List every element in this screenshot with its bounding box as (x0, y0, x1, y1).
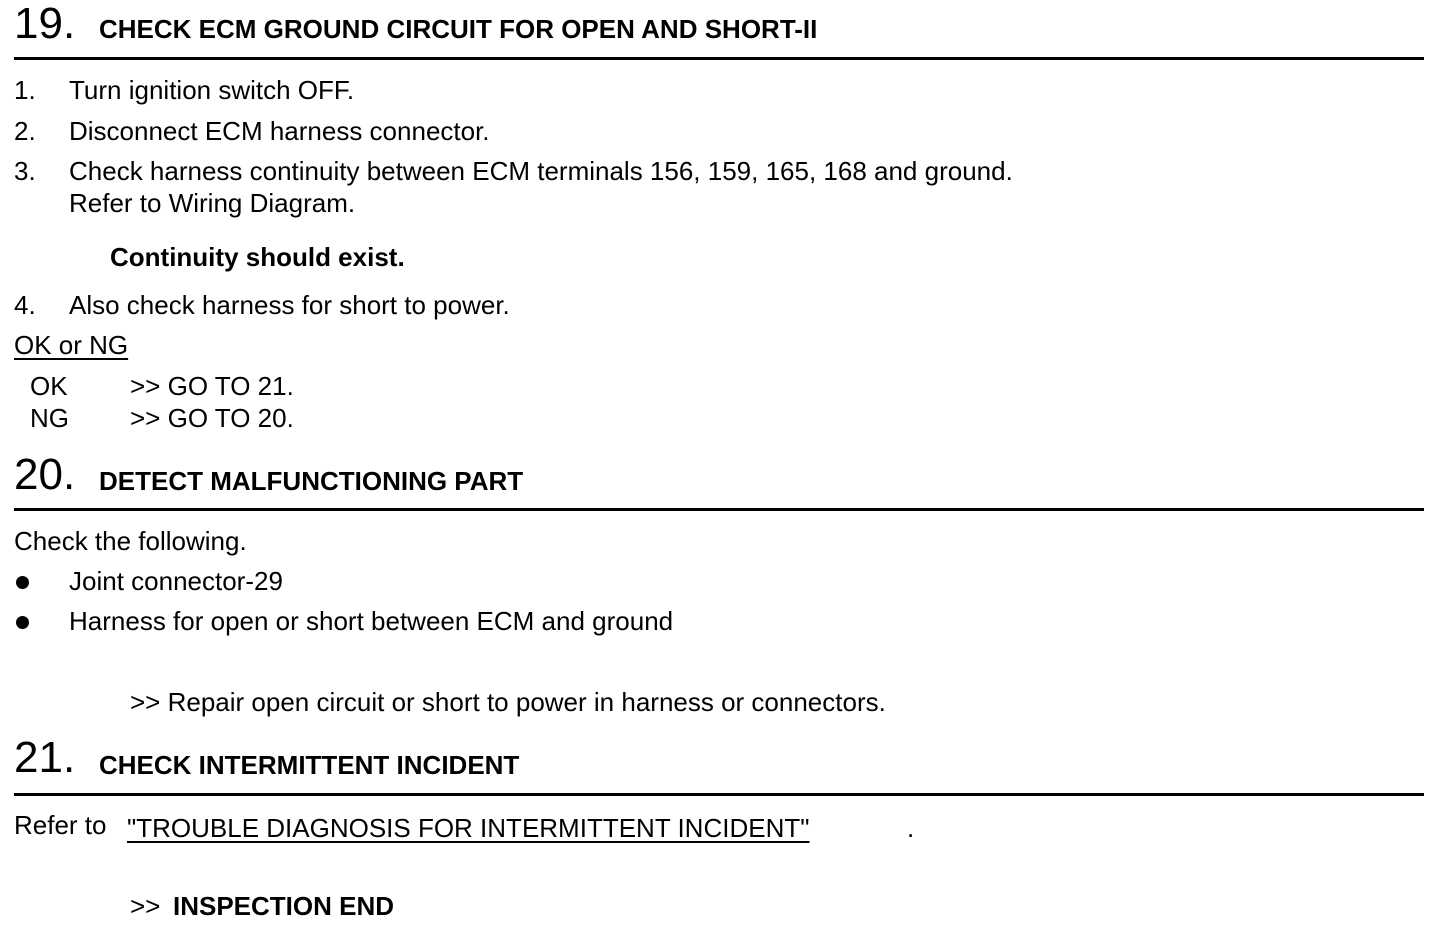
spec-statement: Continuity should exist. (110, 242, 405, 272)
section-19-divider (14, 57, 1424, 60)
result-key: OK (30, 371, 68, 401)
ok-ng-label: OK or NG (14, 330, 129, 360)
result-action-link[interactable]: >> GO TO 21. (130, 371, 294, 401)
inspection-end-label: INSPECTION END (173, 891, 395, 921)
bullet-item: Harness for open or short between ECM and ground (69, 606, 674, 636)
step-text: Turn ignition switch OFF. (69, 75, 355, 105)
bullet-icon (16, 616, 29, 629)
section-21-number: 21. (14, 733, 76, 782)
refer-suffix: . (907, 813, 915, 843)
step-number: 2. (14, 116, 36, 146)
trouble-diagnosis-link[interactable]: "TROUBLE DIAGNOSIS FOR INTERMITTENT INCIDENT" (127, 813, 810, 843)
section-intro: Check the following. (14, 526, 247, 556)
section-21-title: CHECK INTERMITTENT INCIDENT (99, 750, 520, 780)
refer-prefix: Refer to (14, 810, 107, 840)
section-20-number: 20. (14, 450, 76, 499)
bullet-icon (16, 576, 29, 589)
step-text: Also check harness for short to power. (69, 290, 510, 320)
step-number: 3. (14, 156, 36, 186)
section-19-number: 19. (14, 0, 76, 48)
step-text: Check harness continuity between ECM terminals 156, 159, 165, 168 and ground. (69, 156, 1013, 186)
repair-action: >> Repair open circuit or short to power in harness or connectors. (130, 687, 886, 717)
step-text-continued: Refer to Wiring Diagram. (69, 188, 356, 218)
section-20-divider (14, 508, 1424, 511)
end-arrow: >> (130, 891, 161, 921)
result-key: NG (30, 403, 69, 433)
result-action-link[interactable]: >> GO TO 20. (130, 403, 294, 433)
step-number: 1. (14, 75, 36, 105)
bullet-item: Joint connector-29 (69, 566, 283, 596)
section-20-title: DETECT MALFUNCTIONING PART (99, 466, 524, 496)
step-number: 4. (14, 290, 36, 320)
section-19-title: CHECK ECM GROUND CIRCUIT FOR OPEN AND SHORT-II (99, 14, 818, 44)
step-text: Disconnect ECM harness connector. (69, 116, 490, 146)
section-21-divider (14, 793, 1424, 796)
